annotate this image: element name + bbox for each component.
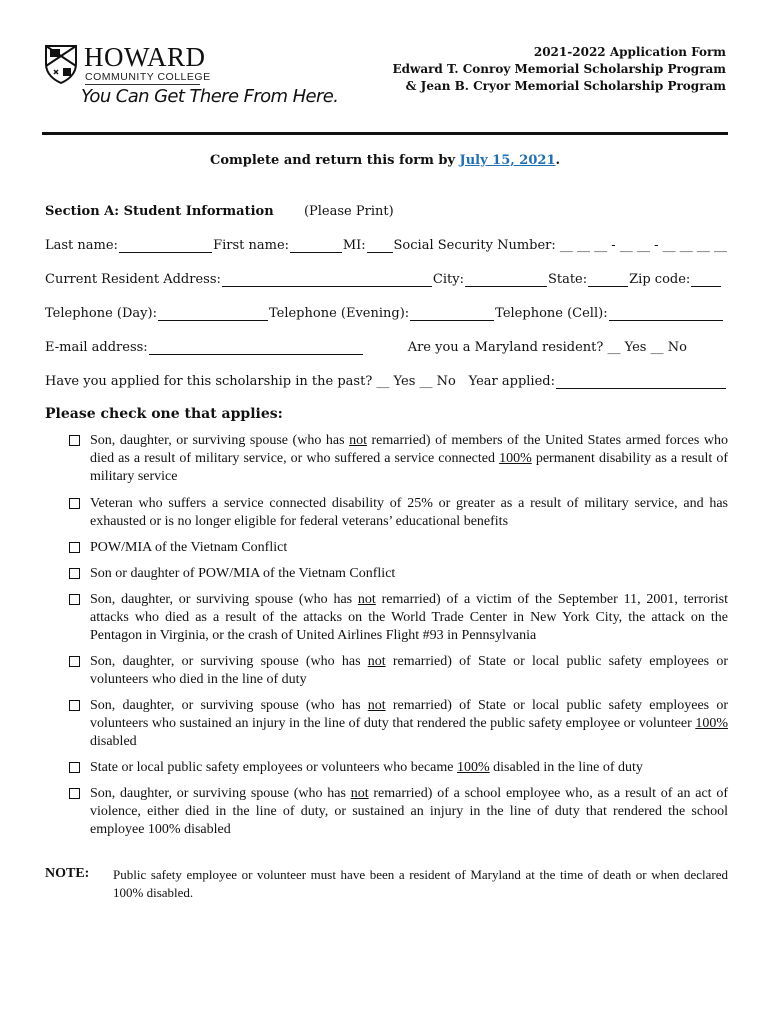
address-field[interactable] — [222, 274, 432, 287]
form-header — [392, 44, 726, 95]
header-rule — [42, 132, 728, 135]
option-8: State or local public safety employees or volunteers who became 100% disabled in the line of duty — [68, 759, 728, 777]
applied-past-question[interactable]: Have you applied for this scholarship in the past? __ Yes __ No — [45, 374, 456, 389]
note-text: Public safety employee or volunteer must have been a resident of Maryland at the time of death or when declared 100% disabled. — [113, 867, 728, 900]
logo-tagline: You Can Get There From Here. — [81, 86, 339, 107]
shield-icon — [44, 44, 78, 84]
tel-day-field[interactable] — [158, 308, 268, 321]
section-a-heading — [45, 204, 394, 219]
option-1: Son, daughter, or surviving spouse (who has not remarried) of members of the United States armed forces who died as a result of military service, or who suffered a service connected 100% permanent disability as a result of military service — [68, 432, 728, 486]
deadline-notice — [0, 153, 770, 168]
option-2: Veteran who suffers a service connected disability of 25% or greater as a result of military service, and has exhausted or is no longer eligible for federal veterans’ educational benefits — [68, 495, 728, 531]
checkbox[interactable] — [69, 700, 80, 711]
mi-label: MI: — [342, 238, 366, 253]
year-applied-field[interactable] — [556, 376, 726, 389]
email-row — [45, 340, 727, 355]
tel-cell-label: Telephone (Cell): — [495, 306, 608, 321]
last-name-field[interactable] — [119, 240, 212, 253]
note-label: NOTE: — [45, 866, 90, 881]
header-line-2: Edward T. Conroy Memorial Scholarship Program — [392, 62, 726, 76]
last-name-label: Last name: — [45, 238, 118, 253]
city-label: City: — [432, 272, 464, 287]
tel-evening-label: Telephone (Evening): — [268, 306, 410, 321]
checkbox[interactable] — [69, 435, 80, 446]
header-line-3: & Jean B. Cryor Memorial Scholarship Program — [405, 79, 726, 93]
address-label: Current Resident Address: — [45, 272, 221, 287]
zip-label: Zip code: — [629, 272, 691, 287]
checkbox[interactable] — [69, 542, 80, 553]
deadline-prefix: Complete and return this form by — [209, 153, 460, 168]
checkbox[interactable] — [69, 656, 80, 667]
deadline-date-link[interactable]: July 15, 2021 — [459, 153, 556, 168]
md-resident-question[interactable]: Are you a Maryland resident? __ Yes __ No — [407, 340, 687, 355]
checkbox[interactable] — [69, 568, 80, 579]
eligibility-options — [68, 432, 728, 839]
option-9: Son, daughter, or surviving spouse (who has not remarried) of a school employee who, as a result of an act of violence, either died in the line of duty, or sustained an injury in the line of duty that rendered the school employee 100% disabled — [68, 785, 728, 839]
applied-row — [45, 374, 727, 389]
first-name-label: First name: — [213, 238, 290, 253]
name-row — [45, 238, 727, 253]
state-field[interactable] — [588, 274, 628, 287]
option-5: Son, daughter, or surviving spouse (who has not remarried) of a victim of the September 11, 2001, terrorist attacks who died as a result of the attacks on the World Trade Center in New York City, the attack on the Pentagon in Virginia, or the crash of United Airlines Flight #93 in Pennsylvania — [68, 591, 728, 645]
header-line-1: 2021-2022 Application Form — [533, 45, 726, 59]
zip-field[interactable] — [691, 274, 721, 287]
checkbox[interactable] — [69, 498, 80, 509]
checkbox[interactable] — [69, 762, 80, 773]
tel-evening-field[interactable] — [410, 308, 494, 321]
applies-heading: Please check one that applies: — [45, 406, 283, 422]
option-7: Son, daughter, or surviving spouse (who has not remarried) of State or local public safety employees or volunteers who sustained an injury in the line of duty that rendered the public safety employee or volunteer 100% disabled — [68, 697, 728, 751]
email-label: E-mail address: — [45, 340, 148, 355]
email-field[interactable] — [149, 342, 363, 355]
option-3: POW/MIA of the Vietnam Conflict — [68, 539, 728, 557]
tel-cell-field[interactable] — [609, 308, 723, 321]
address-row — [45, 272, 727, 287]
mi-field[interactable] — [367, 240, 393, 253]
checkbox[interactable] — [69, 594, 80, 605]
checkbox[interactable] — [69, 788, 80, 799]
logo-name: HOWARD — [84, 42, 206, 72]
option-6: Son, daughter, or surviving spouse (who has not remarried) of State or local public safety employees or volunteers who died in the line of duty — [68, 653, 728, 689]
section-a-title: Section A: Student Information — [45, 204, 274, 219]
state-label: State: — [547, 272, 588, 287]
telephone-row — [45, 306, 727, 321]
college-logo — [44, 42, 344, 112]
city-field[interactable] — [465, 274, 547, 287]
logo-subtitle: COMMUNITY COLLEGE — [85, 71, 211, 83]
deadline-suffix: . — [555, 153, 561, 168]
first-name-field[interactable] — [290, 240, 342, 253]
ssn-field[interactable]: Social Security Number: __ __ __ - __ __ - __ __ __ __ — [393, 238, 727, 253]
option-4: Son or daughter of POW/MIA of the Vietnam Conflict — [68, 565, 728, 583]
section-a-note: (Please Print) — [303, 204, 394, 219]
logo-divider — [85, 84, 200, 85]
tel-day-label: Telephone (Day): — [45, 306, 157, 321]
year-applied-label: Year applied: — [468, 374, 555, 389]
